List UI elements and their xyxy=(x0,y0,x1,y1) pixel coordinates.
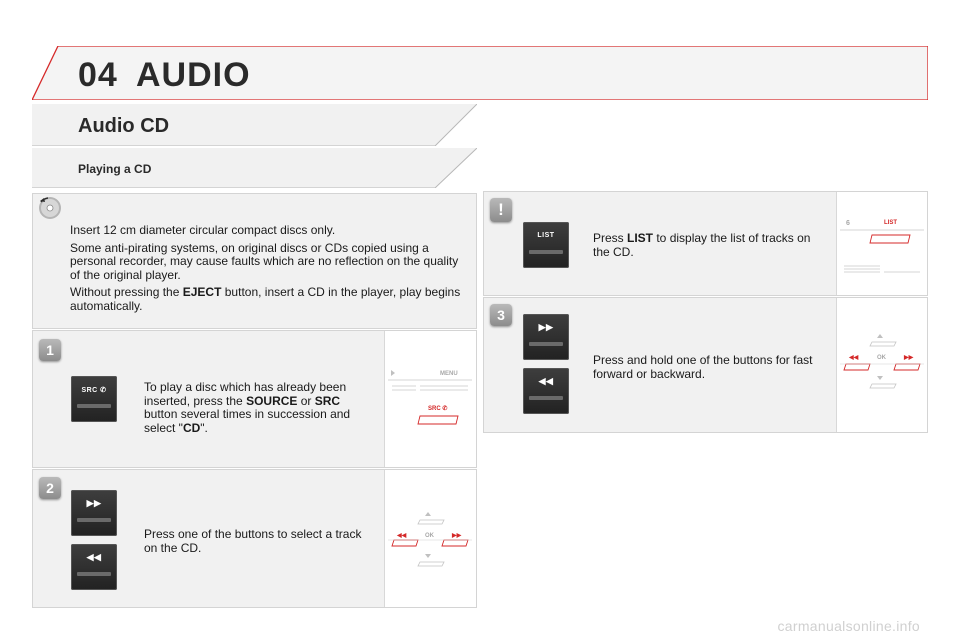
list-button-bar xyxy=(529,250,563,254)
src-button-label: SRC ✆ xyxy=(81,387,107,394)
previous-button-bar xyxy=(77,572,111,576)
eject-keyword: EJECT xyxy=(182,285,222,299)
cd-info-text xyxy=(70,224,465,317)
step1-badge: 1 xyxy=(39,339,61,361)
info-para-disc-size: Insert 12 cm diameter circular compact discs only. xyxy=(70,223,336,237)
list-control-diagram xyxy=(840,214,924,278)
rewind-icon: ◀◀ xyxy=(86,552,102,562)
step3-badge: 3 xyxy=(490,304,512,326)
previous-track-button-image xyxy=(71,544,117,590)
src-button-bar xyxy=(77,404,111,408)
src-button-image xyxy=(71,376,117,422)
fast-forward-button-image xyxy=(523,314,569,360)
step1-text-g: ". xyxy=(200,420,208,435)
diagram-list-label: LIST xyxy=(884,220,897,226)
diagram-six-label: 6 xyxy=(846,220,850,227)
list-diagram-lines xyxy=(840,214,924,278)
list-button-image xyxy=(523,222,569,268)
section-title: Audio CD xyxy=(78,115,170,137)
step1-text-c: or xyxy=(297,393,315,408)
diagram-forward-icon: ▶▶ xyxy=(452,533,462,539)
step1-text-e: button several times in succession and select " xyxy=(144,407,351,435)
footer-watermark: carmanualsonline.info xyxy=(777,618,920,634)
fast-backward-button-image xyxy=(523,368,569,414)
step1-diagram-lines xyxy=(388,366,472,436)
phone-icon: ✆ xyxy=(100,387,107,394)
fast-forward-icon: ▶▶ xyxy=(538,322,554,332)
chapter-title: AUDIO xyxy=(136,56,251,94)
step3-text: Press and hold one of the buttons for fast forward or backward. xyxy=(593,353,813,381)
src-keyword: SRC xyxy=(314,393,341,408)
step1-text xyxy=(144,381,374,435)
step1-control-diagram xyxy=(388,366,472,436)
step2-badge: 2 xyxy=(39,477,61,499)
list-text-a: Press xyxy=(593,231,628,245)
diagram-ok-label: OK xyxy=(877,355,886,361)
source-keyword: SOURCE xyxy=(246,393,298,408)
cd-keyword: CD xyxy=(182,420,201,435)
subsection-title: Playing a CD xyxy=(78,162,152,176)
diagram-src-label: SRC ✆ xyxy=(428,406,448,412)
step2-text: Press one of the buttons to select a track on the CD. xyxy=(144,527,362,555)
next-track-button-image xyxy=(71,490,117,536)
step1-text-a: To play a disc which has already been inserted, press the xyxy=(144,380,347,408)
info-para-anti-piracy: Some anti-pirating systems, on original discs or CDs copied using a personal recorder, may cause faults which are no reflection on the quality of the original player. xyxy=(70,240,459,282)
chapter-number: 04 xyxy=(78,56,118,94)
list-button-label: LIST xyxy=(537,232,555,239)
next-button-bar xyxy=(77,518,111,522)
rw-button-bar xyxy=(529,396,563,400)
list-text xyxy=(593,232,815,259)
ff-button-bar xyxy=(529,342,563,346)
step2-control-diagram xyxy=(388,508,472,572)
warning-badge: ! xyxy=(490,198,512,222)
diagram-rewind-icon: ◀◀ xyxy=(397,533,407,539)
step3-control-diagram xyxy=(840,330,924,394)
info-para-insert-text-a: Without pressing the xyxy=(70,285,183,299)
info-para-insert-text-b: button, insert a CD in the player, play begins automatically. xyxy=(70,285,461,313)
step2-diagram-lines xyxy=(388,508,472,572)
step3-diagram-lines xyxy=(840,330,924,394)
info-para-insert-cd xyxy=(70,286,465,313)
diagram-forward-icon: ▶▶ xyxy=(904,355,914,361)
list-keyword: LIST xyxy=(627,231,654,245)
diagram-menu-label: MENU xyxy=(440,371,458,377)
rewind-icon: ◀◀ xyxy=(538,376,554,386)
list-text-c: to display the list of tracks on the CD. xyxy=(593,231,811,259)
cd-disc-icon xyxy=(38,196,62,220)
diagram-ok-label: OK xyxy=(425,533,434,539)
diagram-rewind-icon: ◀◀ xyxy=(849,355,859,361)
fast-forward-icon: ▶▶ xyxy=(86,498,102,508)
